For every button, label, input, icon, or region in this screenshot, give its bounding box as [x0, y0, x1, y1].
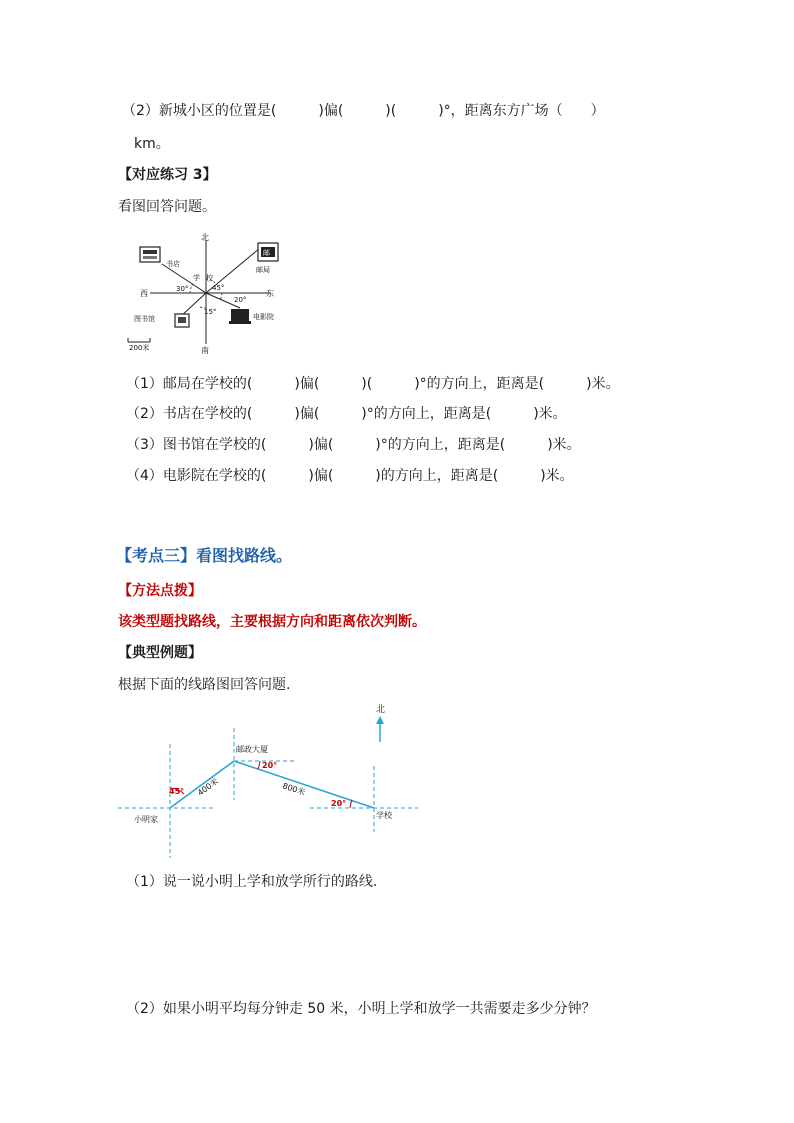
map2-home-label: 小明家: [134, 815, 158, 824]
map1-post-office-label: 邮局: [256, 266, 270, 274]
q2-line-2: km。: [134, 136, 170, 152]
map1-angle-bookstore: 30°: [176, 285, 189, 293]
example-question-2: （2）如果小明平均每分钟走 50 米，小明上学和放学一共需要走多少分钟？: [126, 1001, 596, 1017]
bookstore-icon: [140, 247, 160, 262]
map1-angle-post: 45°: [212, 284, 225, 292]
map1-scale-label: 200米: [129, 344, 150, 352]
map1-north-label: 北: [201, 233, 209, 242]
map2-angle-school: 20°: [331, 799, 347, 808]
map1-angle-library: 15°: [204, 308, 217, 316]
map2-school-label: 学校: [376, 811, 392, 820]
map1-west-label: 西: [140, 289, 148, 298]
section3-heading: 【考点三】看图找路线。: [116, 546, 293, 565]
map2-north-label: 北: [376, 705, 386, 715]
map2-angle-post: 20°: [262, 761, 278, 770]
post-office-sign: 邮: [263, 249, 270, 257]
school-direction-map: [120, 230, 290, 355]
post-office-icon: [258, 243, 278, 261]
map1-angle-cinema: 20°: [234, 296, 247, 304]
map1-school-label-1: 学: [193, 274, 200, 282]
library-icon: [175, 314, 189, 327]
map2-post-building-label: 邮政大厦: [236, 745, 268, 754]
map2-dist-1: 400米: [195, 776, 221, 798]
map1-south-label: 南: [201, 346, 209, 355]
example-title: 【典型例题】: [118, 645, 202, 661]
map1-school-label-2: 校: [206, 274, 213, 282]
practice3-question-2: （2）书店在学校的( )偏( )°的方向上，距离是( )米。: [126, 406, 567, 422]
map1-east-label: 东: [266, 289, 274, 298]
map2-angle-home: 45°: [169, 787, 185, 796]
q2-line-1: （2）新城小区的位置是( )偏( )( )°，距离东方广场（ ）: [122, 103, 605, 119]
cinema-icon: [229, 309, 251, 324]
example-question-1: （1）说一说小明上学和放学所行的路线.: [126, 874, 378, 890]
map1-cinema-label: 电影院: [253, 313, 274, 321]
map1-bookstore-label: 书店: [166, 260, 180, 268]
map1-library-label: 图书馆: [134, 315, 155, 323]
route-map: [118, 700, 428, 860]
method-text: 该类型题找路线，主要根据方向和距离依次判断。: [118, 614, 426, 630]
example-intro: 根据下面的线路图回答问题.: [118, 677, 291, 693]
practice3-question-3: （3）图书馆在学校的( )偏( )°的方向上，距离是( )米。: [126, 437, 581, 453]
map2-dist-2: 800米: [281, 781, 307, 798]
practice3-intro: 看图回答问题。: [118, 199, 216, 215]
practice3-question-4: （4）电影院在学校的( )偏( )的方向上，距离是( )米。: [126, 468, 574, 484]
method-title: 【方法点拨】: [118, 583, 202, 599]
practice3-title: 【对应练习 3】: [118, 167, 217, 183]
practice3-question-1: （1）邮局在学校的( )偏( )( )°的方向上，距离是( )米。: [126, 376, 620, 392]
